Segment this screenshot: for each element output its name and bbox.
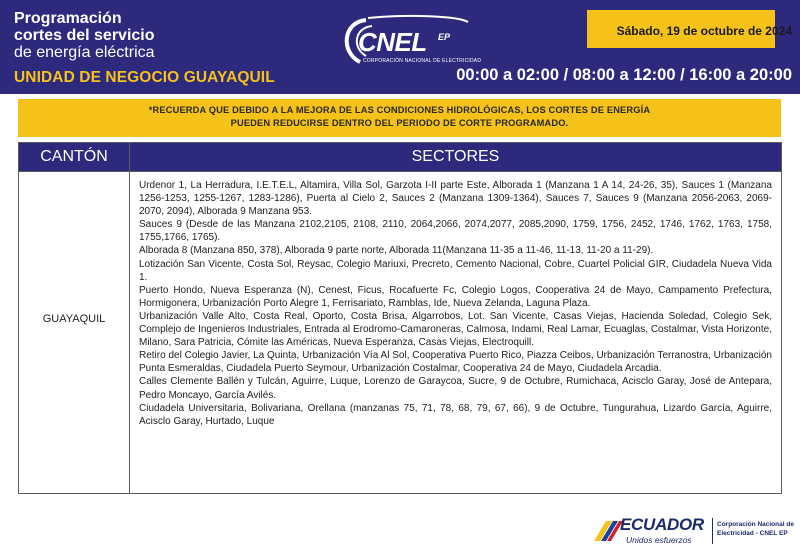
canton-cell: GUAYAQUIL bbox=[42, 313, 106, 325]
header-sectores: SECTORES bbox=[411, 148, 500, 165]
business-unit-label: UNIDAD DE NEGOCIO GUAYAQUIL bbox=[14, 69, 275, 86]
cnel-wordmark: CNEL bbox=[358, 27, 427, 57]
cnel-subtitle: CORPORACIÓN NACIONAL DE ELECTRICIDAD bbox=[363, 58, 482, 64]
sector-paragraph: Urbanización Valle Alto, Costa Real, Oporto, Costa Brisa, Algarrobos, Lot. San Vicente, Casas Viejas, Hacienda Soledad, Colegio Sek, Complejo de Ingenieros Industriales, Entrada al Erodromo-Camaroneras, Calmosa, Indami, Real Lamar, Ecuaglas, Costalmar, Vista Horizonte, Milano, Sara Patricia, Cómite las Américas, Nueva Esperanza, Casas Viejas, Electroquill. bbox=[139, 310, 772, 349]
title-line-2: cortes del servicio bbox=[14, 27, 155, 44]
cnel-logo bbox=[338, 12, 482, 72]
ecuador-footer-logo bbox=[586, 512, 796, 552]
header-banner bbox=[0, 0, 800, 94]
schedule-date: Sábado, 19 de octubre de 2024 bbox=[616, 24, 792, 38]
sector-paragraph: Calles Clemente Ballén y Tulcán, Aguirre, Luque, Lorenzo de Garaycoa, Sucre, 9 de Octubre, Rumichaca, Acisclo Garay, José de Antepara, Pedro Moncayo, García Avilés. bbox=[139, 376, 772, 401]
schedule-hours: 00:00 a 02:00 / 08:00 a 12:00 / 16:00 a 20:00 bbox=[456, 66, 792, 84]
sector-paragraph: Lotización San Vicente, Costa Sol, Reysac, Colegio Mariuxi, Precreto, Cemento Nacional, Cobre, Cuartel Policial GIR, Ciudadela Nueva Vida 1. bbox=[139, 258, 772, 283]
column-divider bbox=[129, 143, 130, 493]
header-title bbox=[14, 10, 155, 61]
notice-line-1: *RECUERDA QUE DEBIDO A LA MEJORA DE LAS CONDICIONES HIDROLÓGICAS, LOS CORTES DE ENERGÍA bbox=[148, 105, 651, 115]
footer-corp-name: Corporación Nacional de Electricidad - CNEL EP bbox=[717, 521, 794, 537]
sectors-cell bbox=[139, 179, 772, 428]
sector-paragraph: Puerto Hondo, Nueva Esperanza (N), Cenest, Ficus, Rocafuerte Fc, Colegio Logos, Cooperativa 24 de Mayo, Campamento Prefectura, Hormigonera, Urbanización Porto Alegre 1, Ferrisariato, Ramblas, Ide, Nueva Zelanda, Laguna Plaza. bbox=[139, 284, 772, 309]
title-line-3: de energía eléctrica bbox=[14, 44, 155, 61]
table-header-row bbox=[19, 143, 781, 172]
sector-paragraph: Retiro del Colegio Javier, La Quinta, Urbanización Vía Al Sol, Cooperativa Puerto Rico, Piazza Ceibos, Urbanización Terranostra, Urbanización Punta Esmeraldas, Ciudadela Puerto Seymour, Urbanización Costalmar, Cooperativa 24 de Mayo, Ciudadela Arcadia. bbox=[139, 350, 772, 375]
schedule-table bbox=[18, 142, 782, 494]
ecuador-wordmark: ECUADOR bbox=[620, 515, 704, 534]
notice-line-2: PUEDEN REDUCIRSE DENTRO DEL PERIODO DE CORTE PROGRAMADO. bbox=[230, 118, 569, 128]
sector-paragraph: Alborada 8 (Manzana 850, 378), Alborada 9 parte norte, Alborada 11(Manzana 11-35 a 11-46, 11-13, 11-20 a 11-29). bbox=[139, 245, 654, 257]
ecuador-slogan: Unidos esfuerzos bbox=[626, 535, 692, 545]
sector-paragraph: Urdenor 1, La Herradura, I.E.T.E.L, Altamira, Villa Sol, Garzota I-II parte Este, Alborada 1 (Manzana 1 A 14, 24-26, 35), Sauces 1 (Manzana 1256-1253, 1255-1267, 1283-1286), Puerta al Cielo 2, Sauces 2 (Manzana 1309-1364), Sauces 7, Sauces 9 (Manzana 2056-2063, 2069-2070, 2094), Alborada 9 Manzana 953. bbox=[139, 180, 772, 218]
footer-divider bbox=[712, 518, 713, 544]
notice-banner bbox=[18, 99, 781, 137]
sector-paragraph: Sauces 9 (Desde de las Manzana 2102,2105, 2108, 2110, 2064,2066, 2074,2077, 2085,2090, 1759, 1756, 2452, 1746, 1762, 1763, 1758, 1755,1766, 1765). bbox=[139, 219, 772, 244]
cnel-ep-suffix: EP bbox=[438, 32, 451, 42]
title-line-1: Programación bbox=[14, 10, 122, 27]
header-canton: CANTÓN bbox=[40, 148, 108, 165]
sector-paragraph: Ciudadela Universitaria, Bolivariana, Orellana (manzanas 75, 71, 78, 68, 79, 67, 66), 9 de Octubre, Tungurahua, Lizardo García, Aguirre, Acisclo Garay, Hurtado, Luque bbox=[139, 402, 772, 427]
